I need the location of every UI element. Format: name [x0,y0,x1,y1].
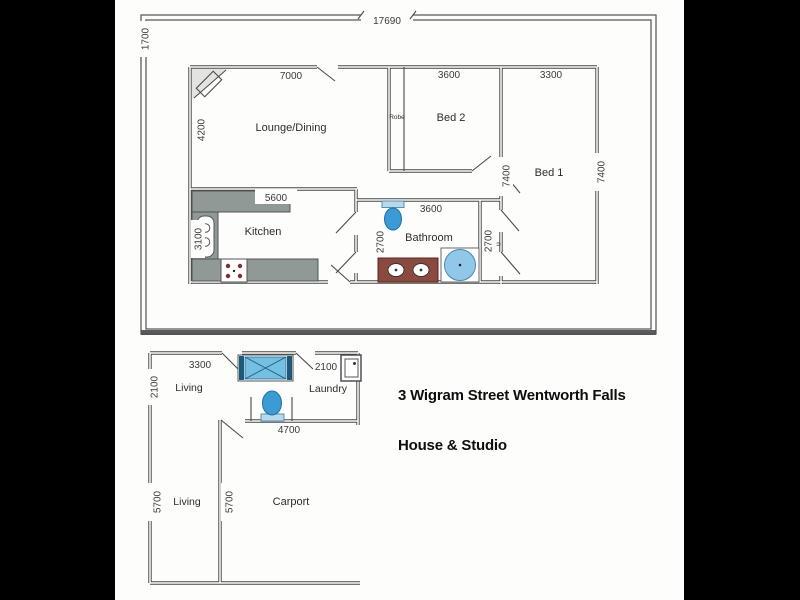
dim-kitchen-depth: 3100 [193,227,205,251]
dim-bed1-depth-left: 7400 [501,164,513,188]
dim-studio-living-width: 3300 [188,360,212,371]
room-label-bathroom: Bathroom [405,232,453,244]
dim-bed1-depth-right: 7400 [596,160,608,184]
room-label-laundry: Laundry [309,383,347,395]
dim-verandah-depth: 1700 [140,27,152,51]
dim-overall-width: 17690 [373,16,401,27]
linen-cupboard-mark: u [495,242,503,246]
dim-lounge-width: 7000 [279,71,303,82]
dim-studio-hall-width: 4700 [277,425,301,436]
stove-icon [221,259,247,282]
shower-icon [238,355,293,381]
washing-machine-icon [341,355,361,381]
subtitle-text: House & Studio [398,437,507,454]
room-label-bed2: Bed 2 [436,112,466,124]
room-label-bed1: Bed 1 [534,167,564,179]
dim-bed2-width: 3600 [437,70,461,81]
room-label-studio-living-bottom: Living [173,496,201,508]
dim-laundry-width: 2100 [314,362,338,373]
room-label-lounge-dining: Lounge/Dining [255,122,327,134]
dim-studio-living2-depth-right: 5700 [224,490,236,514]
room-label-studio-living-top: Living [175,382,203,394]
vanity-icon [378,258,438,282]
dim-bathroom-depth-right: 2700 [483,229,495,253]
dim-kitchen-width: 5600 [264,193,288,204]
room-label-robe: Robe [389,114,405,121]
address-text: 3 Wigram Street Wentworth Falls [398,387,626,404]
dim-bathroom-width: 3600 [419,204,443,215]
room-label-carport: Carport [272,496,310,508]
spa-bath-icon [441,248,479,282]
dim-lounge-depth: 4200 [196,118,208,142]
dim-bathroom-depth-left: 2700 [375,230,387,254]
bench-bottom [192,259,318,281]
room-label-kitchen: Kitchen [244,226,282,238]
dim-studio-living2-depth-left: 5700 [152,490,164,514]
dim-bed1-width: 3300 [539,70,563,81]
dim-studio-living-depth: 2100 [149,375,161,399]
